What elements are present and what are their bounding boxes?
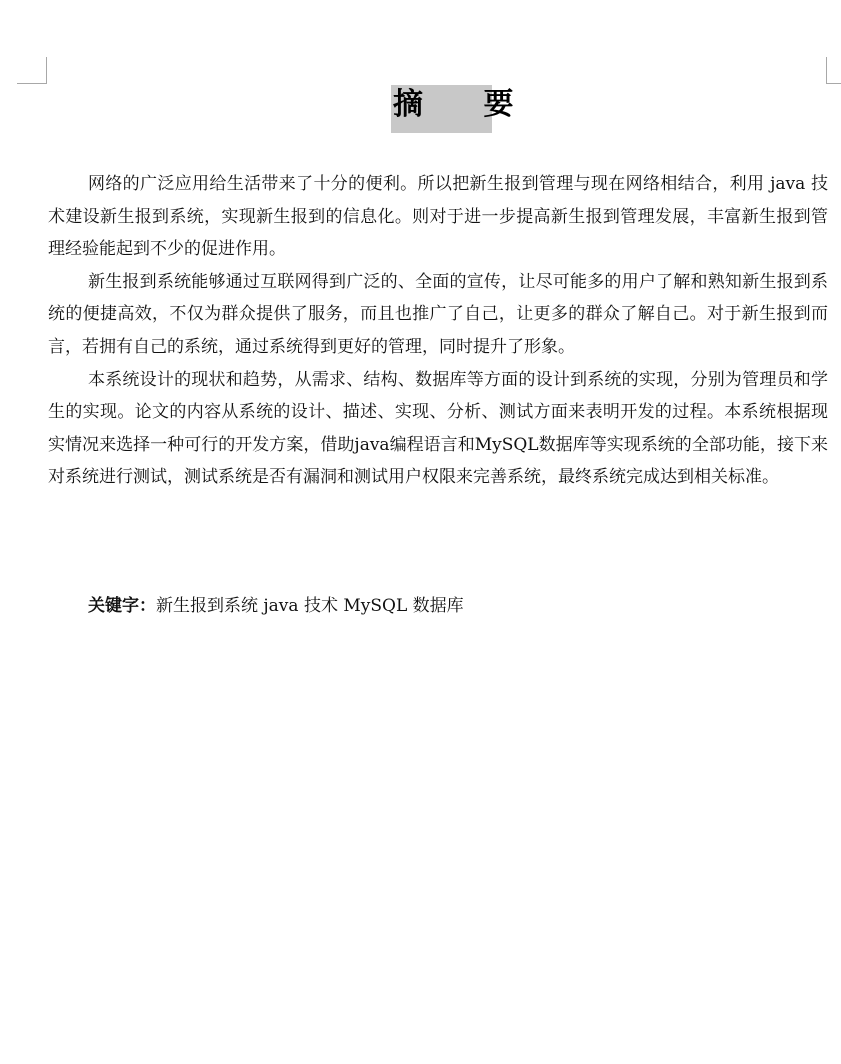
keywords-value: 新生报到系统 java 技术 MySQL 数据库 [156,596,464,616]
abstract-body [48,168,828,494]
abstract-paragraph-3: 本系统设计的现状和趋势，从需求、结构、数据库等方面的设计到系统的实现，分别为管理员和学生的实现。论文的内容从系统的设计、描述、实现、分析、测试方面来表明开发的过程。本系统根据现实情况来选择一种可行的开发方案，借助java编程语言和MySQL数据库等实现系统的全部功能，接下来对系统进行测试，测试系统是否有漏洞和测试用户权限来完善系统，最终系统完成达到相关标准。 [48,369,828,488]
abstract-paragraph-2: 新生报到系统能够通过互联网得到广泛的、全面的宣传，让尽可能多的用户了解和熟知新生报到系统的便捷高效，不仅为群众提供了服务，而且也推广了自己，让更多的群众了解自己。对于新生报到而言，若拥有自己的系统，通过系统得到更好的管理，同时提升了形象。 [48,271,828,357]
crop-mark-top-right [826,57,841,84]
crop-mark-top-left [17,57,47,84]
abstract-title: 摘 要 [391,85,492,133]
keywords-label: 关键字： [88,596,156,616]
abstract-paragraph-1: 网络的广泛应用给生活带来了十分的便利。所以把新生报到管理与现在网络相结合，利用 java 技术建设新生报到系统，实现新生报到的信息化。则对于进一步提高新生报到管理发展，丰富新生报到管理经验能起到不少的促进作用。 [48,174,828,260]
keywords-line [88,590,464,622]
